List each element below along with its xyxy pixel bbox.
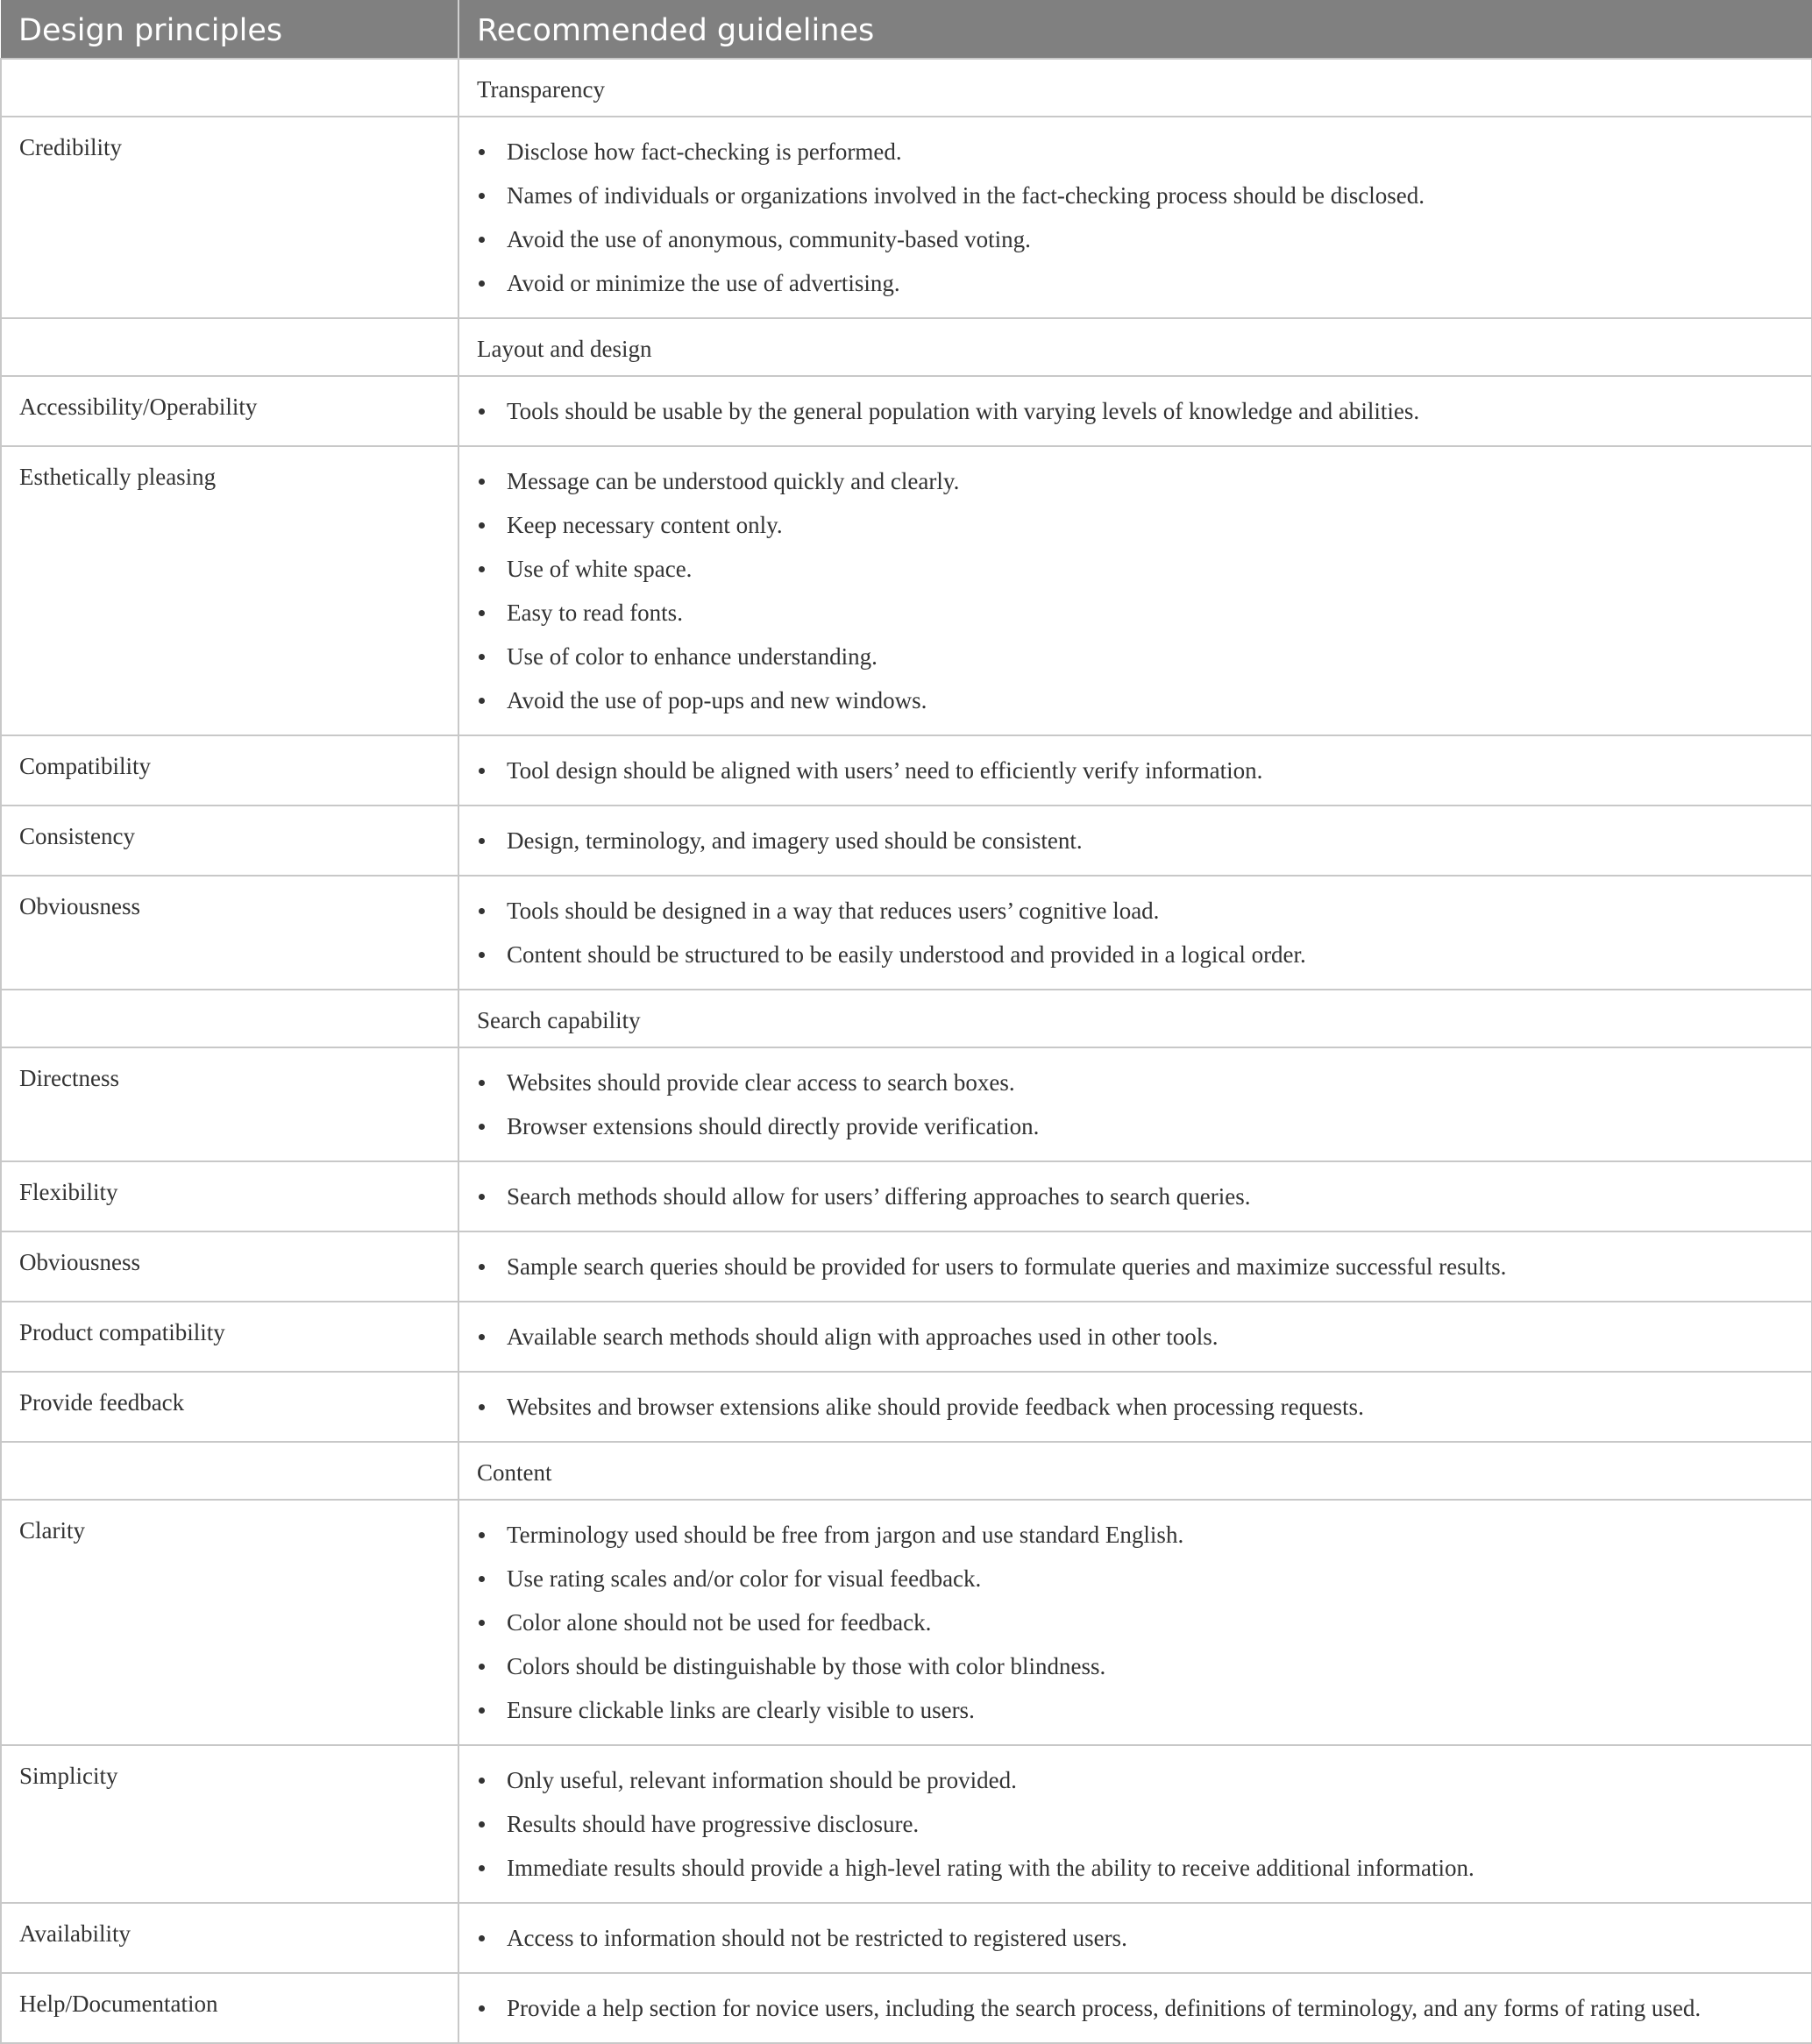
guidelines-cell bbox=[458, 1372, 1812, 1442]
guideline-list bbox=[477, 130, 1811, 305]
guideline-text: Names of individuals or organizations involved in the fact-checking process should be disclosed. bbox=[507, 182, 1425, 209]
guideline-item bbox=[477, 1315, 1811, 1359]
guideline-text: Ensure clickable links are clearly visible to users. bbox=[507, 1697, 975, 1723]
bullet-icon bbox=[479, 1194, 485, 1200]
guideline-item bbox=[477, 1688, 1811, 1732]
guidelines-cell bbox=[458, 1745, 1812, 1903]
guideline-text: Disclose how fact-checking is performed. bbox=[507, 138, 902, 165]
bullet-icon bbox=[479, 1532, 485, 1538]
guideline-item bbox=[477, 1175, 1811, 1218]
guideline-item bbox=[477, 1802, 1811, 1846]
header-row bbox=[1, 0, 1812, 59]
header-recommended-guidelines: Recommended guidelines bbox=[458, 0, 1812, 59]
guidelines-cell bbox=[458, 1500, 1812, 1745]
guideline-list bbox=[477, 1175, 1811, 1218]
table-row bbox=[1, 1973, 1812, 2043]
guideline-item bbox=[477, 889, 1811, 933]
guideline-text: Websites should provide clear access to search boxes. bbox=[507, 1069, 1015, 1096]
guideline-item bbox=[477, 1846, 1811, 1890]
bullet-icon bbox=[479, 908, 485, 914]
guideline-text: Use rating scales and/or color for visual feedback. bbox=[507, 1565, 982, 1592]
section-title: Layout and design bbox=[458, 318, 1812, 376]
section-title: Search capability bbox=[458, 990, 1812, 1047]
guideline-text: Avoid or minimize the use of advertising. bbox=[507, 270, 900, 296]
guideline-text: Tools should be usable by the general population with varying levels of knowledge and abilities. bbox=[507, 398, 1420, 424]
guideline-text: Message can be understood quickly and clearly. bbox=[507, 468, 960, 494]
guideline-item bbox=[477, 1245, 1811, 1288]
guideline-item bbox=[477, 819, 1811, 862]
guideline-list bbox=[477, 1986, 1811, 2030]
guidelines-cell bbox=[458, 1161, 1812, 1231]
bullet-icon bbox=[479, 610, 485, 616]
table-row bbox=[1, 735, 1812, 806]
guideline-text: Use of color to enhance understanding. bbox=[507, 643, 878, 670]
guidelines-cell bbox=[458, 1231, 1812, 1302]
principle-cell: Flexibility bbox=[1, 1161, 458, 1231]
bullet-icon bbox=[479, 838, 485, 844]
guideline-text: Search methods should allow for users’ differing approaches to search queries. bbox=[507, 1183, 1251, 1210]
guideline-item bbox=[477, 933, 1811, 976]
guideline-item bbox=[477, 1385, 1811, 1429]
bullet-icon bbox=[479, 1778, 485, 1784]
table-row bbox=[1, 1161, 1812, 1231]
table-row bbox=[1, 1372, 1812, 1442]
guideline-list bbox=[477, 889, 1811, 976]
guideline-list bbox=[477, 819, 1811, 862]
guideline-text: Available search methods should align with approaches used in other tools. bbox=[507, 1324, 1219, 1350]
principle-cell: Help/Documentation bbox=[1, 1973, 458, 2043]
bullet-icon bbox=[479, 566, 485, 572]
table-row bbox=[1, 1745, 1812, 1903]
bullet-icon bbox=[479, 1404, 485, 1410]
guideline-item bbox=[477, 547, 1811, 591]
guideline-item bbox=[477, 261, 1811, 305]
table-row bbox=[1, 117, 1812, 318]
guideline-text: Websites and browser extensions alike should provide feedback when processing requests. bbox=[507, 1394, 1364, 1420]
header-design-principles: Design principles bbox=[1, 0, 458, 59]
guideline-text: Immediate results should provide a high-level rating with the ability to receive additional information. bbox=[507, 1855, 1474, 1881]
guideline-text: Colors should be distinguishable by those with color blindness. bbox=[507, 1653, 1106, 1679]
guideline-item bbox=[477, 749, 1811, 792]
section-row bbox=[1, 59, 1812, 117]
guideline-text: Tool design should be aligned with users’ need to efficiently verify information. bbox=[507, 757, 1263, 784]
guidelines-cell bbox=[458, 806, 1812, 876]
table-row bbox=[1, 806, 1812, 876]
guideline-item bbox=[477, 1557, 1811, 1600]
guidelines-cell bbox=[458, 1973, 1812, 2043]
guidelines-cell bbox=[458, 735, 1812, 806]
bullet-icon bbox=[479, 1620, 485, 1626]
bullet-icon bbox=[479, 698, 485, 704]
section-row bbox=[1, 1442, 1812, 1500]
guideline-text: Content should be structured to be easily understood and provided in a logical order. bbox=[507, 941, 1306, 968]
principle-cell: Accessibility/Operability bbox=[1, 376, 458, 446]
guideline-text: Terminology used should be free from jargon and use standard English. bbox=[507, 1522, 1184, 1548]
section-empty-cell bbox=[1, 1442, 458, 1500]
guideline-item bbox=[477, 503, 1811, 547]
guideline-text: Easy to read fonts. bbox=[507, 600, 683, 626]
section-title: Content bbox=[458, 1442, 1812, 1500]
bullet-icon bbox=[479, 2005, 485, 2012]
bullet-icon bbox=[479, 1334, 485, 1340]
principle-cell: Clarity bbox=[1, 1500, 458, 1745]
guideline-list bbox=[477, 749, 1811, 792]
guideline-text: Design, terminology, and imagery used should be consistent. bbox=[507, 827, 1083, 854]
bullet-icon bbox=[479, 1865, 485, 1871]
principle-cell: Simplicity bbox=[1, 1745, 458, 1903]
principle-cell: Provide feedback bbox=[1, 1372, 458, 1442]
section-row bbox=[1, 990, 1812, 1047]
bullet-icon bbox=[479, 1935, 485, 1941]
table-row bbox=[1, 1231, 1812, 1302]
bullet-icon bbox=[479, 237, 485, 243]
bullet-icon bbox=[479, 654, 485, 660]
guidelines-cell bbox=[458, 876, 1812, 990]
guideline-item bbox=[477, 1916, 1811, 1960]
bullet-icon bbox=[479, 1664, 485, 1670]
guidelines-cell bbox=[458, 1302, 1812, 1372]
table-row bbox=[1, 1500, 1812, 1745]
guideline-text: Avoid the use of pop-ups and new windows. bbox=[507, 687, 927, 713]
table-row bbox=[1, 446, 1812, 735]
guideline-item bbox=[477, 459, 1811, 503]
bullet-icon bbox=[479, 1264, 485, 1270]
guidelines-cell bbox=[458, 117, 1812, 318]
principle-cell: Obviousness bbox=[1, 876, 458, 990]
guideline-item bbox=[477, 1513, 1811, 1557]
guideline-text: Access to information should not be restricted to registered users. bbox=[507, 1925, 1127, 1951]
principle-cell: Product compatibility bbox=[1, 1302, 458, 1372]
guideline-item bbox=[477, 174, 1811, 217]
bullet-icon bbox=[479, 522, 485, 529]
guideline-item bbox=[477, 217, 1811, 261]
table-row bbox=[1, 1903, 1812, 1973]
guideline-list bbox=[477, 1061, 1811, 1148]
guideline-item bbox=[477, 591, 1811, 635]
table-body bbox=[1, 59, 1812, 2043]
guideline-item bbox=[477, 1600, 1811, 1644]
guideline-list bbox=[477, 459, 1811, 722]
table-row bbox=[1, 1302, 1812, 1372]
bullet-icon bbox=[479, 1080, 485, 1086]
section-row bbox=[1, 318, 1812, 376]
guideline-list bbox=[477, 1513, 1811, 1732]
principle-cell: Esthetically pleasing bbox=[1, 446, 458, 735]
principle-cell: Obviousness bbox=[1, 1231, 458, 1302]
guideline-item bbox=[477, 130, 1811, 174]
guideline-list bbox=[477, 1758, 1811, 1890]
guideline-text: Avoid the use of anonymous, community-based voting. bbox=[507, 226, 1031, 252]
guidelines-cell bbox=[458, 446, 1812, 735]
guideline-text: Sample search queries should be provided for users to formulate queries and maximize successful results. bbox=[507, 1253, 1507, 1280]
table-header bbox=[1, 0, 1812, 59]
section-empty-cell bbox=[1, 318, 458, 376]
guideline-text: Results should have progressive disclosure. bbox=[507, 1811, 920, 1837]
section-empty-cell bbox=[1, 59, 458, 117]
table-row bbox=[1, 1047, 1812, 1161]
guideline-list bbox=[477, 1315, 1811, 1359]
bullet-icon bbox=[479, 280, 485, 287]
bullet-icon bbox=[479, 952, 485, 958]
guideline-item bbox=[477, 1644, 1811, 1688]
bullet-icon bbox=[479, 1707, 485, 1714]
principle-cell: Consistency bbox=[1, 806, 458, 876]
guideline-list bbox=[477, 389, 1811, 433]
section-empty-cell bbox=[1, 990, 458, 1047]
guideline-item bbox=[477, 389, 1811, 433]
guidelines-cell bbox=[458, 1903, 1812, 1973]
guideline-item bbox=[477, 1758, 1811, 1802]
guideline-text: Keep necessary content only. bbox=[507, 512, 783, 538]
bullet-icon bbox=[479, 149, 485, 155]
guideline-text: Use of white space. bbox=[507, 556, 693, 582]
guideline-item bbox=[477, 635, 1811, 678]
guideline-list bbox=[477, 1916, 1811, 1960]
bullet-icon bbox=[479, 408, 485, 415]
table-row bbox=[1, 376, 1812, 446]
guideline-item bbox=[477, 1104, 1811, 1148]
guidelines-cell bbox=[458, 1047, 1812, 1161]
table-row bbox=[1, 876, 1812, 990]
section-title: Transparency bbox=[458, 59, 1812, 117]
guideline-item bbox=[477, 678, 1811, 722]
bullet-icon bbox=[479, 479, 485, 485]
guideline-text: Provide a help section for novice users, including the search process, definitions of terminology, and any forms of rating used. bbox=[507, 1995, 1702, 2021]
bullet-icon bbox=[479, 1576, 485, 1582]
principle-cell: Directness bbox=[1, 1047, 458, 1161]
guideline-text: Browser extensions should directly provide verification. bbox=[507, 1113, 1040, 1139]
bullet-icon bbox=[479, 1124, 485, 1130]
guideline-list bbox=[477, 1245, 1811, 1288]
guideline-text: Tools should be designed in a way that reduces users’ cognitive load. bbox=[507, 898, 1160, 924]
guideline-item bbox=[477, 1986, 1811, 2030]
guideline-text: Only useful, relevant information should be provided. bbox=[507, 1767, 1017, 1793]
guideline-text: Color alone should not be used for feedback. bbox=[507, 1609, 932, 1636]
guideline-list bbox=[477, 1385, 1811, 1429]
principle-cell: Compatibility bbox=[1, 735, 458, 806]
bullet-icon bbox=[479, 768, 485, 774]
principle-cell: Availability bbox=[1, 1903, 458, 1973]
bullet-icon bbox=[479, 193, 485, 199]
principle-cell: Credibility bbox=[1, 117, 458, 318]
guideline-item bbox=[477, 1061, 1811, 1104]
guidelines-cell bbox=[458, 376, 1812, 446]
bullet-icon bbox=[479, 1821, 485, 1828]
